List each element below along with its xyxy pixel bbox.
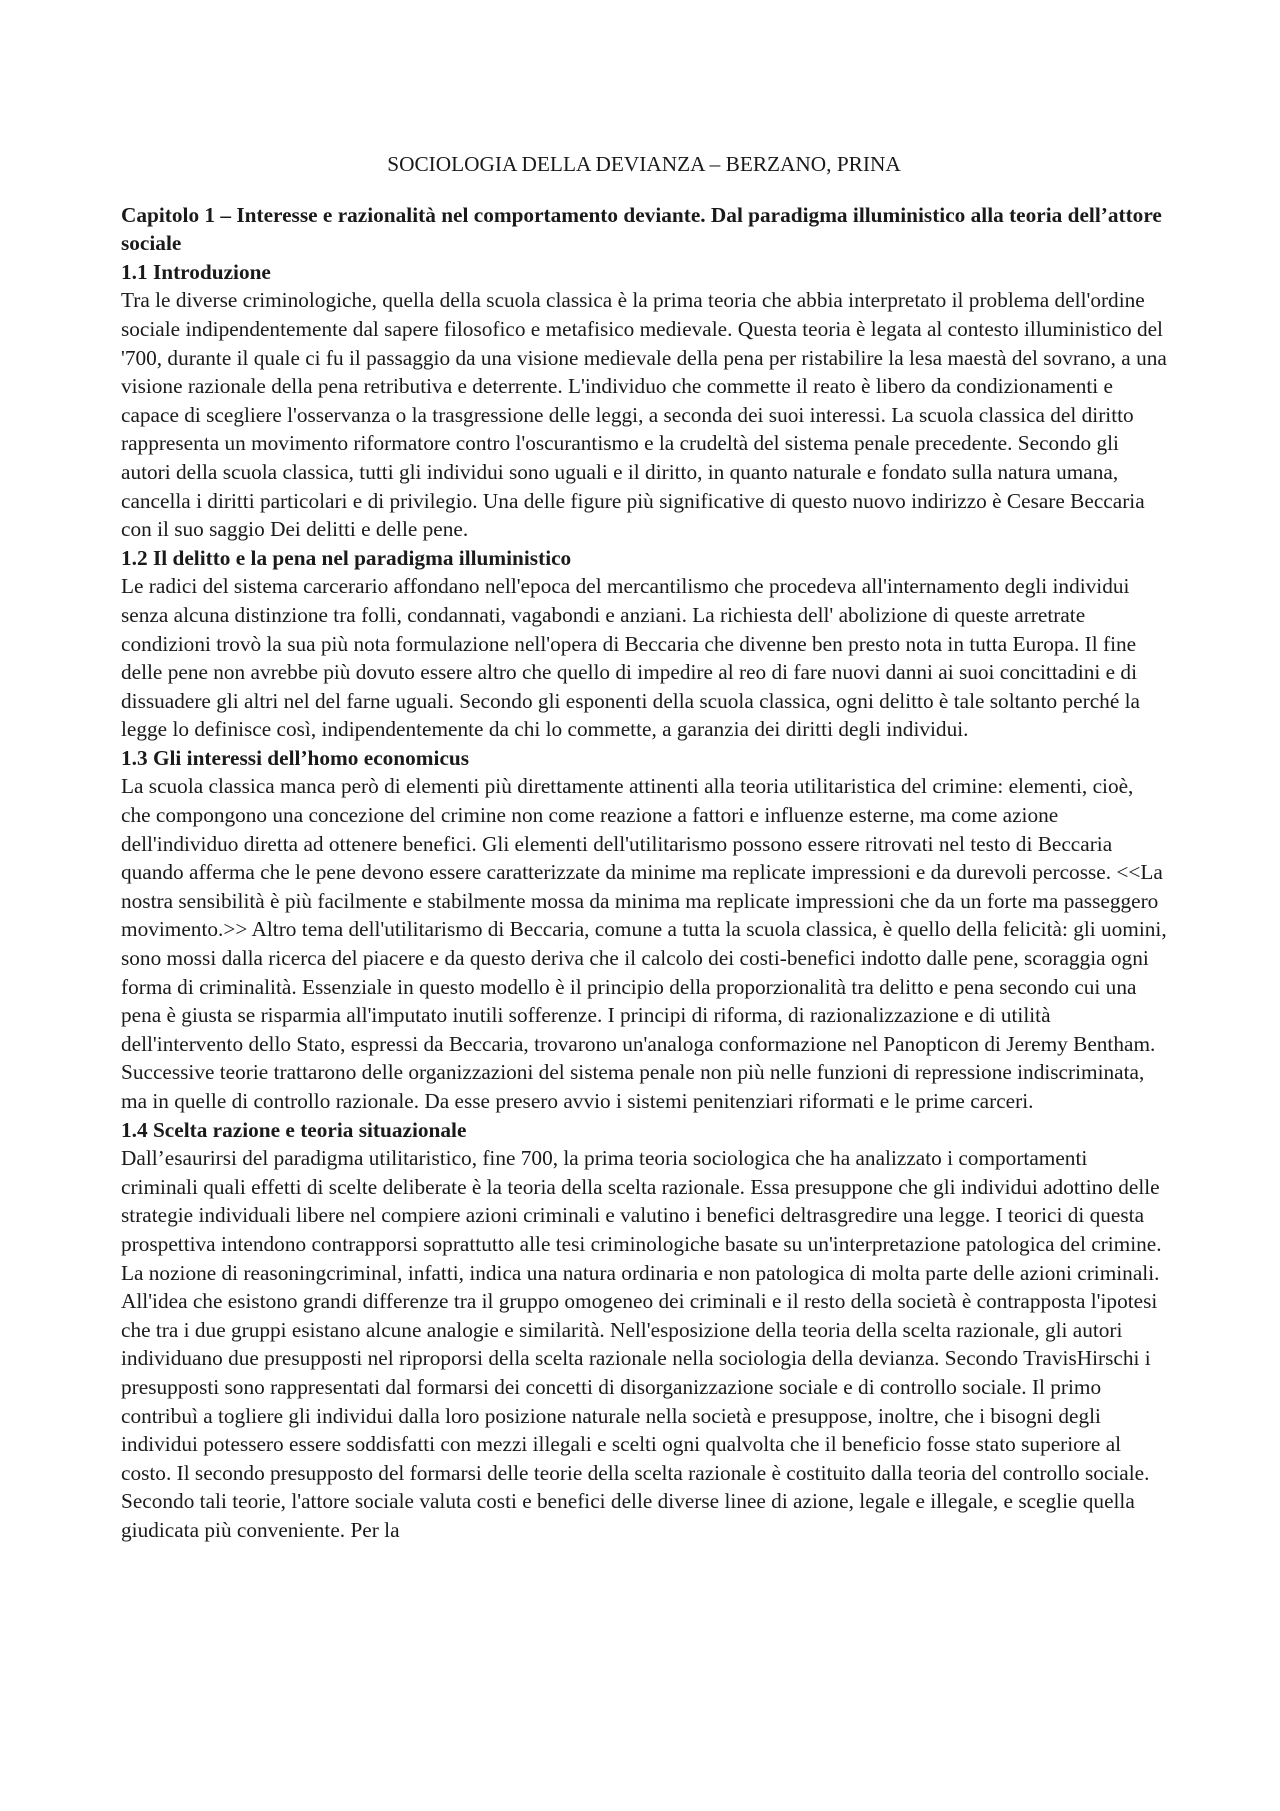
document-body bbox=[121, 150, 1167, 1545]
document-title: SOCIOLOGIA DELLA DEVIANZA – BERZANO, PRINA bbox=[387, 152, 901, 176]
section-heading-1-1: 1.1 Introduzione bbox=[121, 259, 271, 284]
section-heading-1-3: 1.3 Gli interessi dell’homo economicus bbox=[121, 745, 470, 770]
section-paragraph-1-1: Tra le diverse criminologiche, quella della scuola classica è la prima teoria che abbia interpretato il problema dell'ordine sociale indipendentemente dal sapere filosofico e metafisico medievale. Questa teoria è legata al contesto illuministico del '700, durante il quale ci fu il passaggio da una visione medievale della pena per ristabilire la lesa maestà del sovrano, a una visione razionale della pena retributiva e deterrente. L'individuo che commette il reato è libero da condizionamenti e capace di scegliere l'osservanza o la trasgressione delle leggi, a seconda dei suoi interessi. La scuola classica del diritto rappresenta un movimento riformatore contro l'oscurantismo e la crudeltà del sistema penale precedente. Secondo gli autori della scuola classica, tutti gli individui sono uguali e il diritto, in quanto naturale e fondato sulla natura umana, cancella i diritti particolari e di privilegio. Una delle figure più significative di questo nuovo indirizzo è Cesare Beccaria con il suo saggio Dei delitti e delle pene. bbox=[121, 288, 1167, 542]
section-paragraph-1-4: Dall’esaurirsi del paradigma utilitaristico, fine 700, la prima teoria sociologica che ha analizzato i comportamenti criminali quali effetti di scelte deliberate è la teoria della scelta razionale. Essa presuppone che gli individui adottino delle strategie individuali libere nel compiere azioni criminali e valutino i benefici deltrasgredire una legge. I teorici di questa prospettiva intendono contrapporsi soprattutto alle tesi criminologiche basate su un'interpretazione patologica del crimine. La nozione di reasoningcriminal, infatti, indica una natura ordinaria e non patologica di molta parte delle azioni criminali. All'idea che esistono grandi differenze tra il gruppo omogeneo dei criminali e il resto della società è contrapposta l'ipotesi che tra i due gruppi esistano alcune analogie e similarità. Nell'esposizione della teoria della scelta razionale, gli autori individuano due presupposti nel riproporsi della scelta razionale nella sociologia della devianza. Secondo TravisHirschi i presupposti sono rappresentati dal formarsi dei concetti di disorganizzazione sociale e di controllo sociale. Il primo contribuì a togliere gli individui dalla loro posizione naturale nella società e presuppose, inoltre, che i bisogni degli individui potessero essere soddisfatti con mezzi illegali e scelti ogni qualvolta che il beneficio fosse stato superiore al costo. Il secondo presupposto del formarsi delle teorie della scelta razionale è costituito dalla teoria del controllo sociale. Secondo tali teorie, l'attore sociale valuta costi e benefici delle diverse linee di azione, legale e illegale, e sceglie quella giudicata più conveniente. Per la bbox=[121, 1146, 1162, 1542]
chapter-heading: Capitolo 1 – Interesse e razionalità nel comportamento deviante. Dal paradigma illuministico alla teoria dell’attore sociale bbox=[121, 202, 1162, 256]
section-paragraph-1-2: Le radici del sistema carcerario affondano nell'epoca del mercantilismo che procedeva all'internamento degli individui senza alcuna distinzione tra folli, condannati, vagabondi e anziani. La richiesta dell' abolizione di queste arretrate condizioni trovò la sua più nota formulazione nell'opera di Beccaria che divenne ben presto nota in tutta Europa. Il fine delle pene non avrebbe più dovuto essere altro che quello di impedire al reo di fare nuovi danni ai suoi concittadini e di dissuadere gli altri nel del farne uguali. Secondo gli esponenti della scuola classica, ogni delitto è tale soltanto perché la legge lo definisce così, indipendentemente da chi lo commette, a garanzia dei diritti degli individui. bbox=[121, 574, 1140, 742]
section-paragraph-1-3: La scuola classica manca però di elementi più direttamente attinenti alla teoria utilitaristica del crimine: elementi, cioè, che compongono una concezione del crimine non come reazione a fattori e influenze esterne, ma come azione dell'individuo diretta ad ottenere benefici. Gli elementi dell'utilitarismo possono essere ritrovati nel testo di Beccaria quando afferma che le pene devono essere caratterizzate da minime ma replicate impressioni e da durevoli percosse. <<La nostra sensibilità è più facilmente e stabilmente mossa da minima ma replicate impressioni che da un forte ma passeggero movimento.>> Altro tema dell'utilitarismo di Beccaria, comune a tutta la scuola classica, è quello della felicità: gli uomini, sono mossi dalla ricerca del piacere e da questo deriva che il calcolo dei costi-benefici indotto dalle pene, scoraggia ogni forma di criminalità. Essenziale in questo modello è il principio della proporzionalità tra delitto e pena secondo cui una pena è giusta se risparmia all'imputato inutili sofferenze. I principi di riforma, di razionalizzazione e di utilità dell'intervento dello Stato, espressi da Beccaria, trovarono un'analoga conformazione nel Panopticon di Jeremy Bentham. Successive teorie trattarono delle organizzazioni del sistema penale non più nelle funzioni di repressione indiscriminata, ma in quelle di controllo razionale. Da esse presero avvio i sistemi penitenziari riformati e le prime carceri. bbox=[121, 774, 1167, 1113]
section-heading-1-4: 1.4 Scelta razione e teoria situazionale bbox=[121, 1117, 467, 1142]
section-heading-1-2: 1.2 Il delitto e la pena nel paradigma illuministico bbox=[121, 545, 572, 570]
